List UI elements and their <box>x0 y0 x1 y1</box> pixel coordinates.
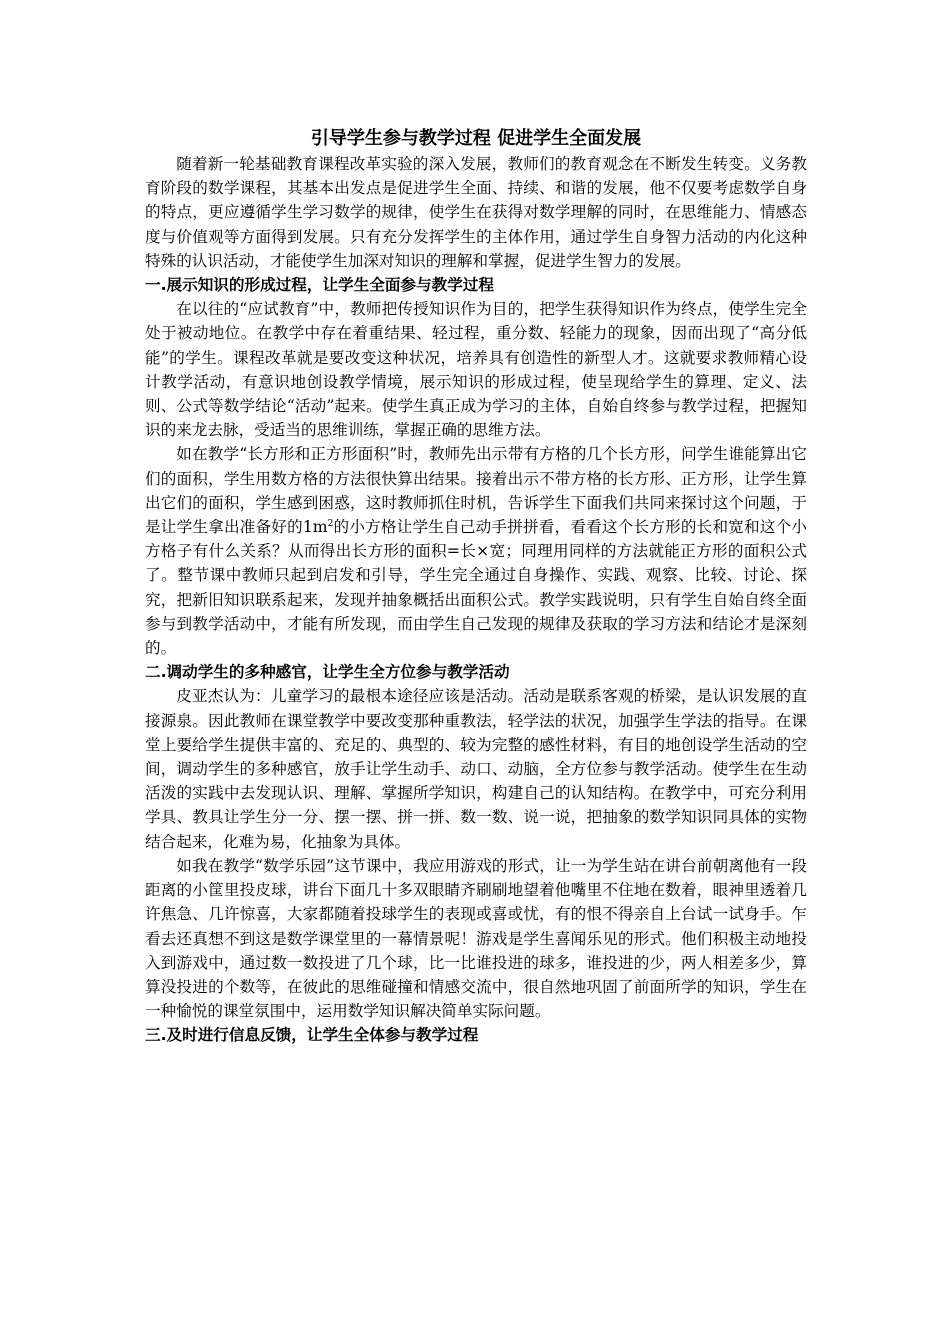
document-page <box>145 126 807 1048</box>
section-1-paragraph-1: 在以往的“应试教育”中，教师把传授知识作为目的，把学生获得知识作为终点，使学生完全处于被动地位。在教学中存在着重结果、轻过程，重分数、轻能力的现象，因而出现了“高分低能”的学生。课程改革就是要改变这种状况，培养具有创造性的新型人才。这就要求教师精心设计教学活动，有意识地创设教学情境，展示知识的形成过程，使呈现给学生的算理、定义、法则、公式等数学结论“活动”起来。使学生真正成为学习的主体，自始自终参与教学过程，把握知识的来龙去脉，受适当的思维训练，掌握正确的思维方法。 <box>145 300 807 440</box>
section-1-paragraph-2-part-a: 如在教学“长方形和正方形面积”时，教师先出示带有方格的几个长方形，问学生谁能算出它们的面积，学生用数方格的方法很快算出结果。接着出示不带方格的长方形、正方形，让学生算出它们的面积，学生感到困惑，这时教师抓住时机，告诉学生下面我们共同来探讨这个问题，于是让学生拿出准备好的 <box>145 445 807 537</box>
section-1-paragraph-2-part-b: 的小方格让学生自己动手拼拼看，看看这个长方形的长和宽和这个小方格子有什么关系？从而得出长方形的面积=长×宽；同理用同样的方法就能正方形的面积公式了。整节课中教师只起到启发和引导，学生完全通过自身操作、实践、观察、比较、讨论、探究，把新旧知识联系起来，发现并抽象概括出面积公式。教学实践说明，只有学生自始自终全面参与到教学活动中，才能有所发现，而由学生自己发现的规律及获取的学习方法和结论才是深刻的。 <box>145 518 807 658</box>
area-unit-exponent: 2 <box>327 518 334 529</box>
intro-paragraph: 随着新一轮基础教育课程改革实验的深入发展，教师们的教育观念在不断发生转变。义务教育阶段的数学课程，其基本出发点是促进学生全面、持续、和谐的发展，他不仅要考虑数学自身的特点，更应遵循学生学习数学的规律，使学生在获得对数学理解的同时，在思维能力、情感态度与价值观等方面得到发展。只有充分发挥学生的主体作用，通过学生自身智力活动的内化这种特殊的认识活动，才能使学生加深对知识的理解和掌握，促进学生智力的发展。 <box>145 155 807 270</box>
area-unit-base: 1m <box>302 518 328 537</box>
area-unit <box>303 518 333 536</box>
section-1-heading: 一.展示知识的形成过程，让学生全面参与教学过程 <box>145 276 494 295</box>
section-1-paragraph-2 <box>145 442 807 660</box>
section-2-paragraph-2: 如我在教学“数学乐园”这节课中，我应用游戏的形式，让一为学生站在讲台前朝离他有一段距离的小筐里投皮球，讲台下面几十多双眼睛齐刷刷地望着他嘴里不住地在数着，眼神里透着几许焦急、几许惊喜，大家都随着投球学生的表现或喜或忧，有的恨不得亲自上台试一试身手。乍看去还真想不到这是数学课堂里的一幕情景呢！游戏是学生喜闻乐见的形式。他们积极主动地投入到游戏中，通过数一数投进了几个球，比一比谁投进的球多，谁投进的少，两人相差多少，算算没投进的个数等，在彼此的思维碰撞和情感交流中，很自然地巩固了前面所学的知识，学生在一种愉悦的课堂氛围中，运用数学知识解决简单实际问题。 <box>145 856 807 1021</box>
document-title: 引导学生参与教学过程 促进学生全面发展 <box>310 128 642 149</box>
section-2-heading: 二.调动学生的多种感官，让学生全方位参与教学活动 <box>145 663 510 682</box>
section-2-paragraph-1: 皮亚杰认为：儿童学习的最根本途径应该是活动。活动是联系客观的桥梁，是认识发展的直接源泉。因此教师在课堂教学中要改变那种重教法，轻学法的状况，加强学生学法的指导。在课堂上要给学生提供丰富的、充足的、典型的、较为完整的感性材料，有目的地创设学生活动的空间，调动学生的多种感官，放手让学生动手、动口、动脑，全方位参与教学活动。使学生在生动活泼的实践中去发现认识、理解、掌握所学知识，构建自己的认知结构。在教学中，可充分利用学具、教具让学生分一分、摆一摆、拼一拼、数一数、说一说，把抽象的数学知识同具体的实物结合起来，化难为易，化抽象为具体。 <box>145 687 807 851</box>
section-3-heading: 三.及时进行信息反馈，让学生全体参与教学过程 <box>145 1026 479 1045</box>
